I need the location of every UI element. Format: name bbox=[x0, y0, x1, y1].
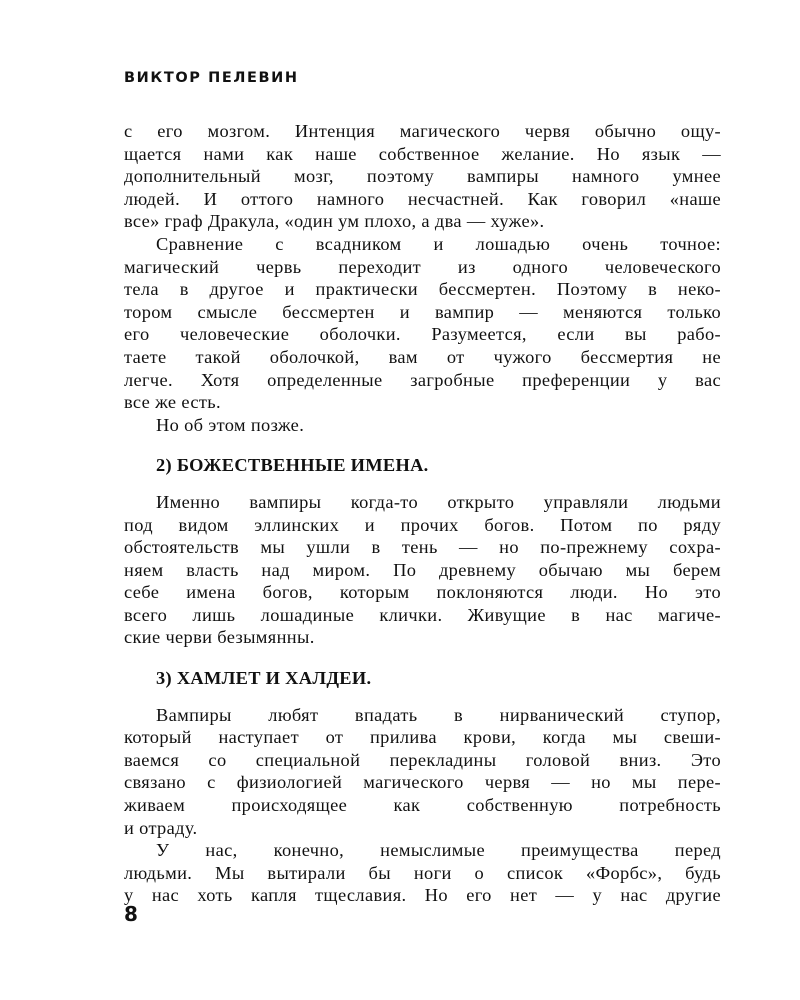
text-line: и отраду. bbox=[124, 817, 198, 838]
spacer bbox=[124, 436, 721, 454]
text-line: легче. Хотя определенные загробные преференции у вас bbox=[124, 369, 721, 390]
text-line: людей. И оттого намного несчастней. Как говорил «наше bbox=[124, 188, 721, 209]
text-line: ваемся со специальной перекладины головой вниз. Это bbox=[124, 749, 721, 770]
text-line: тела в другое и практически бессмертен. Поэтому в неко- bbox=[124, 279, 721, 300]
section-heading: 2) БОЖЕСТВЕННЫЕ ИМЕНА. bbox=[156, 455, 429, 476]
running-head-author: ВИКТОР ПЕЛЕВИН bbox=[124, 70, 299, 86]
text-line: себе имена богов, которым поклоняются люди. Но это bbox=[124, 582, 721, 603]
text-line: который наступает от прилива крови, когда мы свеши- bbox=[124, 727, 721, 748]
text-line: Вампиры любят впадать в нирванический ступор, bbox=[156, 704, 721, 725]
text-line: Именно вампиры когда-то открыто управляли людьми bbox=[156, 491, 721, 512]
text-line: с его мозгом. Интенция магического червя обычно ощу- bbox=[124, 121, 721, 141]
text-line: ские черви безымянны. bbox=[124, 627, 315, 648]
text-line: щается нами как наше собственное желание. Но язык — bbox=[124, 143, 721, 164]
text-line: людьми. Мы вытирали бы ноги о список «Форбс», будь bbox=[124, 862, 721, 883]
text-line: под видом эллинских и прочих богов. Потом по ряду bbox=[124, 514, 721, 535]
text-line: у нас хоть капля тщеславия. Но его нет — у нас другие bbox=[124, 885, 721, 906]
spacer bbox=[124, 690, 721, 704]
text-line: все же есть. bbox=[124, 392, 221, 413]
body-text bbox=[124, 120, 721, 907]
spacer bbox=[124, 477, 721, 491]
text-line: все» граф Дракула, «один ум плохо, а два — хуже». bbox=[124, 211, 545, 232]
section-heading: 3) ХАМЛЕТ И ХАЛДЕИ. bbox=[156, 668, 372, 689]
text-line: няем власть над миром. По древнему обычаю мы берем bbox=[124, 559, 721, 580]
text-line: всего лишь лошадиные клички. Живущие в нас магиче- bbox=[124, 604, 721, 625]
text-line: магический червь переходит из одного человеческого bbox=[124, 256, 721, 277]
text-line: дополнительный мозг, поэтому вампиры намного умнее bbox=[124, 166, 721, 187]
text-line: Но об этом позже. bbox=[156, 414, 305, 435]
text-line: живаем происходящее как собственную потребность bbox=[124, 795, 721, 816]
text-line: Сравнение с всадником и лошадью очень точное: bbox=[156, 233, 721, 254]
spacer bbox=[124, 649, 721, 667]
text-line: У нас, конечно, немыслимые преимущества перед bbox=[156, 840, 721, 861]
text-line: таете такой оболочкой, вам от чужого бессмертия не bbox=[124, 346, 721, 367]
page-number: 8 bbox=[124, 902, 138, 926]
text-line: тором смысле бессмертен и вампир — меняются только bbox=[124, 301, 721, 322]
text-line: его человеческие оболочки. Разумеется, если вы рабо- bbox=[124, 324, 721, 345]
text-line: обстоятельств мы ушли в тень — но по-прежнему сохра- bbox=[124, 537, 721, 558]
text-line: связано с физиологией магического червя — но мы пере- bbox=[124, 772, 721, 793]
